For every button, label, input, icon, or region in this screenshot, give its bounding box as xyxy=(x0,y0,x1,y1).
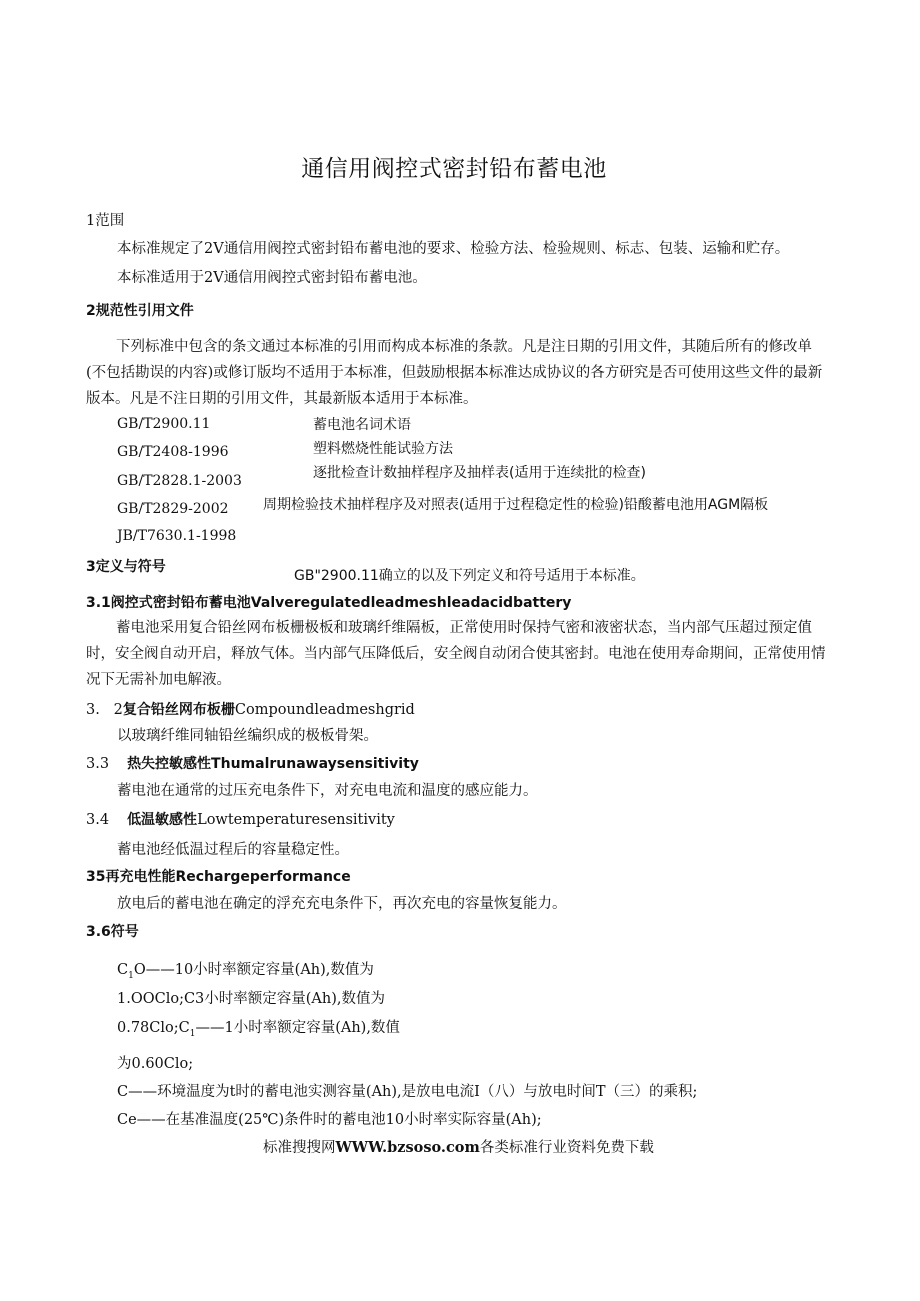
symbol-description: ——1小时率额定容量(Ah),数值 xyxy=(195,1020,400,1036)
symbol-line-2: 1.OOClo;C3小时率额定容量(Ah),数值为 xyxy=(117,991,386,1007)
definition-3-2-text: 以玻璃纤维同轴铅丝编织成的极板骨架。 xyxy=(117,728,378,744)
definition-3-3-term: 热失控敏感性Thumalrunawaysensitivity xyxy=(127,756,419,772)
reference-title: 蓄电池名词术语 xyxy=(313,417,411,433)
symbol-subscript: 1 xyxy=(189,1028,196,1039)
reference-title: 周期检验技术抽样程序及对照表(适用于过程稳定性的检验)铅酸蓄电池用AGM隔板 xyxy=(263,497,769,513)
section-2-paragraph: 下列标准中包含的条文通过本标准的引用而构成本标准的条款。凡是注日期的引用文件，其随后所有的修改单(不包括勘误的内容)或修订版均不适用于本标准，但鼓励根据本标准达成协议的各方研究是否可使用这些文件的最新版本。凡是不注日期的引用文件，其最新版本适用于本标准。 xyxy=(86,339,823,407)
definition-3-3-text: 蓄电池在通常的过压充电条件下，对充电电流和温度的感应能力。 xyxy=(117,783,538,799)
document-title: 通信用阀控式密封铅布蓄电池 xyxy=(301,156,607,182)
definition-3-4-english: Lowtemperaturesensitivity xyxy=(197,812,395,828)
definition-3-5-heading: 35再充电性能Rechargeperformance xyxy=(86,869,351,885)
definition-3-3-number: 3.3 xyxy=(86,756,110,772)
symbol-line-3 xyxy=(117,1016,400,1039)
footer-watermark xyxy=(263,1136,654,1157)
reference-code: GB/T2828.1-2003 xyxy=(117,473,242,489)
reference-title: 塑料燃烧性能试验方法 xyxy=(313,441,453,457)
reference-code: GB/T2408-1996 xyxy=(117,444,229,460)
definition-3-4-text: 蓄电池经低温过程后的容量稳定性。 xyxy=(117,842,349,858)
section-2-heading: 2规范性引用文件 xyxy=(86,303,194,319)
reference-code: GB/T2829-2002 xyxy=(117,501,229,517)
definition-3-4-number: 3.4 xyxy=(86,812,110,828)
symbol-line-1 xyxy=(117,958,374,981)
definition-3-1-heading: 3.1阀控式密封铅布蓄电池Valveregulatedleadmeshleadacidbattery xyxy=(86,595,572,611)
definition-3-1-text: 蓄电池采用复合铅丝网布板栅极板和玻璃纤维隔板，正常使用时保持气密和液密状态，当内部气压超过预定值时，安全阀自动开启，释放气体。当内部气压降低后，安全阀自动闭合使其密封。电池在使用寿命期间，正常使用情况下无需补加电解液。 xyxy=(86,620,826,688)
footer-site-link[interactable]: WWW.bzsoso.com xyxy=(335,1139,480,1156)
symbol-line-4: 为0.60Clo; xyxy=(117,1056,194,1072)
reference-code: JB/T7630.1-1998 xyxy=(117,528,237,544)
section-1-paragraph-1: 本标准规定了2V通信用阀控式密封铅布蓄电池的要求、检验方法、检验规则、标志、包装、运输和贮存。 xyxy=(117,241,790,257)
symbol-line-6: Ce——在基准温度(25℃)条件时的蓄电池10小时率实际容量(Ah); xyxy=(117,1112,542,1128)
reference-title: 逐批检查计数抽样程序及抽样表(适用于连续批的检查) xyxy=(313,465,646,481)
definition-3-2-heading xyxy=(86,699,415,719)
definition-3-4-heading xyxy=(86,809,395,829)
definition-3-2-term: 复合铅丝网布板栅 xyxy=(122,702,235,718)
section-1-heading: 1范围 xyxy=(86,213,125,229)
footer-suffix: 各类标准行业资料免费下载 xyxy=(479,1140,654,1156)
section-3-heading: 3定义与符号 xyxy=(86,559,166,575)
definition-3-2-english: Compoundleadmeshgrid xyxy=(234,702,415,718)
symbol-c: C xyxy=(117,962,129,978)
section-1-paragraph-2: 本标准适用于2V通信用阀控式密封铅布蓄电池。 xyxy=(117,270,427,286)
definition-3-5-text: 放电后的蓄电池在确定的浮充充电条件下，再次充电的容量恢复能力。 xyxy=(117,896,567,912)
symbol-subscript: 1 xyxy=(128,970,134,981)
definition-3-6-heading: 3.6符号 xyxy=(86,924,139,940)
reference-code: GB/T2900.11 xyxy=(117,416,211,432)
definition-3-4-term: 低温敏感性 xyxy=(127,812,198,828)
symbol-description: O——10小时率额定容量(Ah),数值为 xyxy=(133,962,374,978)
symbol-line-5: C——环境温度为t时的蓄电池实测容量(Ah),是放电电流I（八）与放电时间T（三）的乘积; xyxy=(117,1084,698,1100)
footer-prefix: 标准搜搜网 xyxy=(263,1140,336,1156)
section-3-intro: GB"2900.11确立的以及下列定义和符号适用于本标准。 xyxy=(294,568,645,584)
definition-3-2-number: 3. 2 xyxy=(86,702,123,718)
symbol-value: 0.78Clo;C xyxy=(117,1020,190,1036)
definition-3-3-heading xyxy=(86,753,419,773)
